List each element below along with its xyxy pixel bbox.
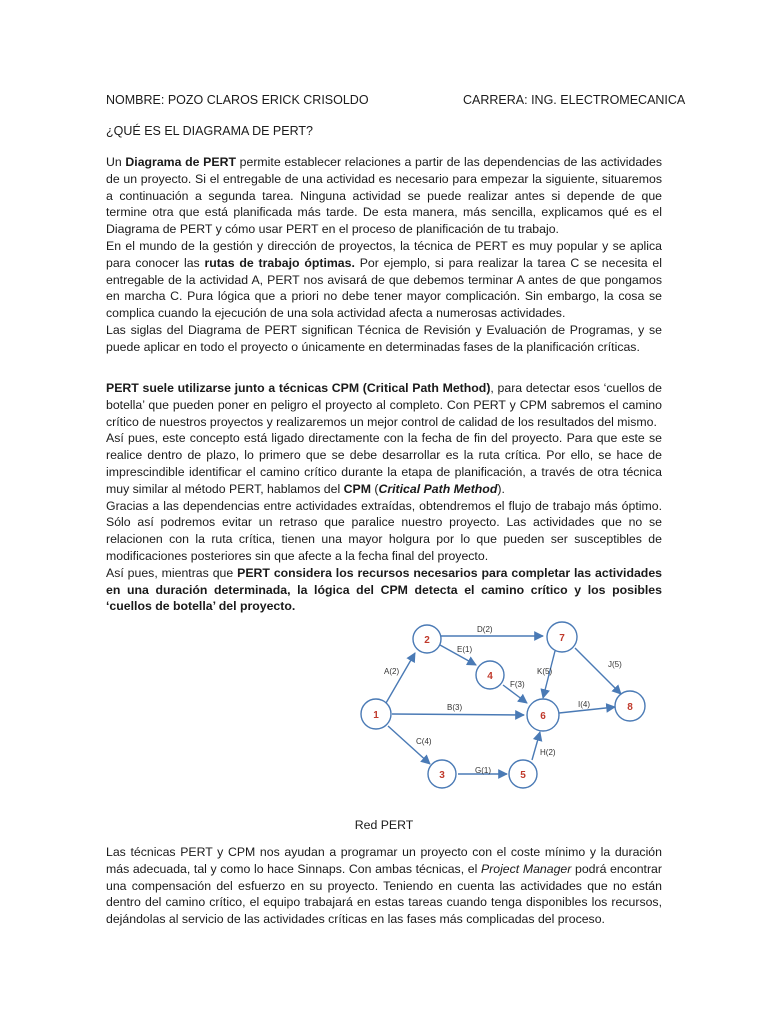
carrera-sep: : — [524, 93, 532, 107]
node-1 — [361, 699, 391, 729]
nombre-value: POZO CLAROS ERICK CRISOLDO — [167, 93, 369, 107]
edge-label-k: K(5) — [537, 667, 553, 676]
paragraph-2 — [106, 238, 662, 322]
edge-label-g: G(1) — [475, 766, 491, 775]
node-6 — [527, 699, 559, 731]
nombre-label: NOMBRE — [106, 93, 161, 107]
node-label-8: 8 — [627, 702, 633, 713]
p5-bold-1: CPM — [343, 481, 371, 496]
page-title: ¿QUÉ ES EL DIAGRAMA DE PERT? — [106, 124, 314, 138]
paragraph-7 — [106, 565, 662, 615]
node-label-6: 6 — [540, 711, 546, 722]
node-7 — [547, 622, 577, 652]
pert-nodes — [361, 622, 645, 788]
node-label-4: 4 — [487, 671, 493, 682]
carrera-label: CARRERA — [463, 93, 525, 107]
edge-label-a: A(2) — [384, 667, 400, 676]
p2-text-2: Por ejemplo, si para realizar la tarea C se necesita el entregable de la actividad A, PERT nos avisará de que debemos terminar A antes de que pongamos en marcha C. Pura lógica que a priori no debe tener mayor complicación. Sin embargo, la cosa se complica cuando la ejecución de una sola actividad afecta a numerosas actividades. — [106, 255, 662, 321]
node-3 — [428, 760, 456, 788]
node-8 — [615, 691, 645, 721]
p2-text-1: En el mundo de la gestión y dirección de proyectos, la técnica de PERT es muy popular y se aplica para conocer las — [106, 238, 662, 270]
p5-text-2: ( — [370, 481, 379, 496]
p5-text-1: Así pues, este concepto está ligado directamente con la fecha de fin del proyecto. Para que este se realice dentro de plazo, lo primero que se debe desarrollar es la ruta crítica. Por ello, se hace de imprescindible identificar el camino crítico durante la etapa de planificación, a través de otra técnica muy similar al método PERT, hablamos del — [106, 431, 662, 496]
paragraph-3: Las siglas del Diagrama de PERT significan Técnica de Revisión y Evaluación de Programas, y se puede aplicar en todo el proyecto o únicamente en determinadas fases de la planificación críticas. — [106, 322, 662, 354]
node-label-2: 2 — [424, 635, 430, 646]
p5-text-3: ). — [497, 481, 505, 496]
node-4 — [476, 661, 504, 689]
paragraph-6: Gracias a las dependencias entre actividades extraídas, obtendremos el flujo de trabajo más óptimo. Sólo así podremos evitar un retraso que paralice nuestro proyecto. Las actividades que no se relacionen con la ruta crítica, tienen una mayor holgura por lo que pueden ser susceptibles de modificaciones posteriores sin que afecte a la fecha final del proyecto. — [106, 498, 662, 563]
p1-text-2: permite establecer relaciones a partir de las dependencias de las actividades de un proyecto. Si el entregable de una actividad es necesario para empezar la siguiente, situaremos a continuación a segunda tarea. Ninguna actividad se puede realizar antes si depende de que termine otra que está planificada más tarde. De esta manera, más sencilla, explicamos qué es el Diagrama de PERT y cómo usar PERT en el proceso de planificación de tu trabajo. — [106, 155, 662, 237]
edge-5-6 — [532, 732, 540, 760]
text-block-cpm — [106, 380, 662, 615]
node-2 — [413, 625, 441, 653]
carrera-value: ING. ELECTROMECANICA — [531, 93, 686, 107]
paragraph-1 — [106, 154, 662, 238]
edge-1-2 — [386, 653, 415, 703]
p8-text-2: podrá encontrar una compensación del esfuerzo en su proyecto. Teniendo en cuenta las actividades que no están dentro del camino crítico, el equipo trabajará en estas tareas cuando tenga disponibles los recursos, dejándolas al servicio de las actividades críticas en las fases más complicadas del proceso. — [106, 861, 662, 927]
text-block-conclusion — [106, 844, 662, 928]
edge-label-j: J(5) — [608, 660, 622, 669]
node-label-3: 3 — [439, 770, 445, 781]
paragraph-5 — [106, 430, 662, 497]
edge-label-h: H(2) — [540, 748, 556, 757]
node-label-5: 5 — [520, 770, 526, 781]
nombre-sep: : — [160, 93, 168, 107]
header-row — [106, 93, 686, 107]
paragraph-4 — [106, 380, 662, 430]
p1-text-1: Un — [106, 155, 126, 169]
p2-bold-1: rutas de trabajo óptimas. — [204, 255, 355, 270]
node-label-7: 7 — [559, 633, 565, 644]
edge-label-f: F(3) — [510, 680, 525, 689]
pert-network-diagram — [260, 612, 656, 804]
p4-text-1: , para detectar esos ‘cuellos de botella’ que pueden poner en peligro el proyecto al completo. Con PERT y CPM sabremos el camino crítico de nuestros proyectos y realizaremos un mejor control de calidad de los resultados del mismo. — [106, 381, 662, 429]
edge-label-b: B(3) — [447, 703, 463, 712]
edge-label-i: I(4) — [578, 700, 590, 709]
p4-bold-1: PERT suele utilizarse junto a técnicas CPM (Critical Path Method) — [106, 381, 491, 395]
p1-bold-1: Diagrama de PERT — [125, 155, 236, 169]
edge-label-e: E(1) — [457, 645, 473, 654]
p7-text-1: Así pues, mientras que — [106, 565, 238, 580]
node-label-1: 1 — [373, 710, 379, 721]
carrera-group — [463, 93, 685, 107]
edge-label-c: C(4) — [416, 737, 432, 746]
edge-label-d: D(2) — [477, 625, 493, 634]
node-5 — [509, 760, 537, 788]
edge-7-8 — [575, 648, 621, 694]
diagram-caption: Red PERT — [354, 818, 414, 832]
p7-bold-1: PERT considera los recursos necesarios para completar las actividades en una duración determinada, la lógica del CPM detecta el camino crítico y los posibles ‘cuellos de botella’ del proyecto. — [106, 565, 662, 614]
edge-1-6 — [392, 714, 524, 715]
p8-italic-1: Project Manager — [480, 861, 572, 876]
p8-text-1: Las técnicas PERT y CPM nos ayudan a programar un proyecto con el coste mínimo y la duración más adecuada, tal y como lo hace Sinnaps. Con ambas técnicas, el — [106, 845, 662, 876]
text-block-intro — [106, 154, 662, 356]
paragraph-8 — [106, 844, 662, 928]
p5-bold-italic-1: Critical Path Method — [378, 481, 498, 496]
